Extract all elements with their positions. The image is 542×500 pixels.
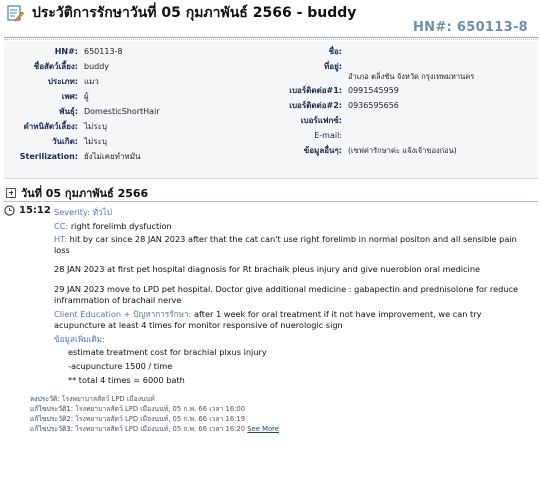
client-education-row (54, 309, 528, 330)
edit-history-value: โรงพยาบาลสัตว์ LPD เมืองนนท์, 05 ก.พ. 66 เวลา 16:20 (75, 425, 246, 433)
record-created-row (30, 395, 155, 404)
hn-value: 650113-8 (84, 47, 123, 56)
pet-name-label: ชื่อสัตว์เลี้ยง: (33, 62, 78, 71)
edit-history-row (30, 405, 245, 414)
edit-history-label: แก้ไขประวัติ3: (30, 425, 74, 433)
cc-row (54, 221, 528, 232)
sex-value: ผู้ (84, 92, 89, 101)
more-info-label-row (54, 334, 542, 345)
edit-history-value: โรงพยาบาลสัตว์ LPD เมืองนนท์, 05 ก.พ. 66 เวลา 16:00 (75, 405, 246, 413)
cc-label: CC: (54, 221, 69, 231)
hn-label: HN#: (54, 47, 78, 56)
sterilization-label: Sterilization: (19, 152, 78, 161)
other-info-value: (เซฟค่ารักษาค่ะ แจ้งเจ้าของก่อน) (348, 146, 457, 155)
severity-label: Severity: (54, 207, 90, 217)
sex-label: เพศ: (61, 92, 78, 101)
birthdate-value: ไม่ระบุ (84, 137, 107, 146)
breed-label: พันธุ์: (59, 107, 78, 116)
species-label: ประเภท: (47, 77, 78, 86)
edit-history-row (30, 415, 245, 424)
see-more-link[interactable]: See More (247, 425, 279, 433)
visit-section-header[interactable] (4, 184, 538, 202)
address-label: ที่อยู่: (324, 62, 342, 71)
more-info-label: ข้อมูลเพิ่มเติม: (54, 334, 105, 344)
divider (4, 39, 538, 40)
address-district: อำเภอ ตลิ่งชัน จังหวัด กรุงเทพมหานคร (348, 72, 475, 81)
ht-value: hit by car since 28 JAN 2023 after that the cat can't use right forelimb in normal positon and all sensible pain loss (54, 234, 517, 255)
edit-history-label: แก้ไขประวัติ1: (30, 405, 74, 413)
phone2-value: 0936595656 (348, 101, 399, 110)
visit-date-title: วันที่ 05 กุมภาพันธ์ 2566 (21, 186, 149, 200)
owner-name-label: ชื่อ: (328, 47, 342, 56)
marking-value: ไม่ระบุ (84, 122, 107, 131)
record-created-value: โรงพยาบาลสัตว์ LPD เมืองนนท์ (61, 395, 155, 403)
client-education-value: after 1 week for oral treatment if it not have improvement, we can try acupuncture at least 4 times for monitor responsive of nuerologic sign (54, 309, 482, 330)
ht-label: HT: (54, 234, 68, 244)
patient-info-panel (4, 41, 538, 179)
pet-name-value: buddy (84, 62, 110, 71)
more-info-line: -acupuncture 1500 / time (68, 361, 173, 371)
fax-label: เบอร์แฟกซ์: (300, 116, 342, 125)
edit-history-row (30, 425, 279, 434)
breed-value: DomesticShortHair (84, 107, 160, 116)
phone1-value: 0991545959 (348, 86, 399, 95)
edit-history-value: โรงพยาบาลสัตว์ LPD เมืองนนท์, 05 ก.พ. 66 เวลา 16:19 (75, 415, 246, 423)
clock-icon (4, 205, 15, 216)
phone2-label: เบอร์ติดต่อ#2: (289, 101, 342, 110)
history-paragraph-1: 28 JAN 2023 at first pet hospital diagnosis for Rt brachaik pleus injury and give nuerobion oral medicine (54, 264, 481, 274)
more-info-line: estimate treatment cost for brachial plxus injury (68, 347, 267, 357)
birthdate-label: วันเกิด: (52, 137, 78, 146)
more-info-line: ** total 4 times = 6000 bath (68, 375, 185, 385)
page-title: ประวัติการรักษาวันที่ 05 กุมภาพันธ์ 2566 - buddy (32, 5, 357, 21)
ht-row (54, 234, 528, 255)
entry-time (4, 205, 51, 216)
record-created-label: ลงประวัติ: (30, 395, 60, 403)
divider (4, 37, 538, 38)
email-label: E-mail: (314, 131, 342, 140)
hn-number: HN#: 650113-8 (413, 20, 528, 35)
entry-time-text: 15:12 (19, 205, 51, 216)
phone1-label: เบอร์ติดต่อ#1: (289, 86, 342, 95)
cc-value: right forelimb dysfuction (70, 221, 172, 231)
client-education-label: Client Education + ปัญหาการรักษา: (54, 309, 192, 319)
severity-row (54, 207, 542, 218)
edit-document-icon (6, 4, 24, 22)
other-info-label: ข้อมูลอื่นๆ: (303, 146, 342, 155)
expand-icon[interactable] (6, 188, 16, 198)
marking-label: ตำหนิสัตว์เลี้ยง: (23, 122, 78, 131)
species-value: แมว (84, 77, 99, 86)
history-paragraph-2: 29 JAN 2023 move to LPD pet hospital. Doctor give additional medicine : gabapectin and prednisolone for reduce inframmation of brachail nerve (54, 284, 519, 305)
sterilization-value: ยังไม่เคยทำหมัน (84, 152, 141, 161)
severity-value: ทั่วไป (92, 207, 112, 217)
edit-history-label: แก้ไขประวัติ2: (30, 415, 74, 423)
